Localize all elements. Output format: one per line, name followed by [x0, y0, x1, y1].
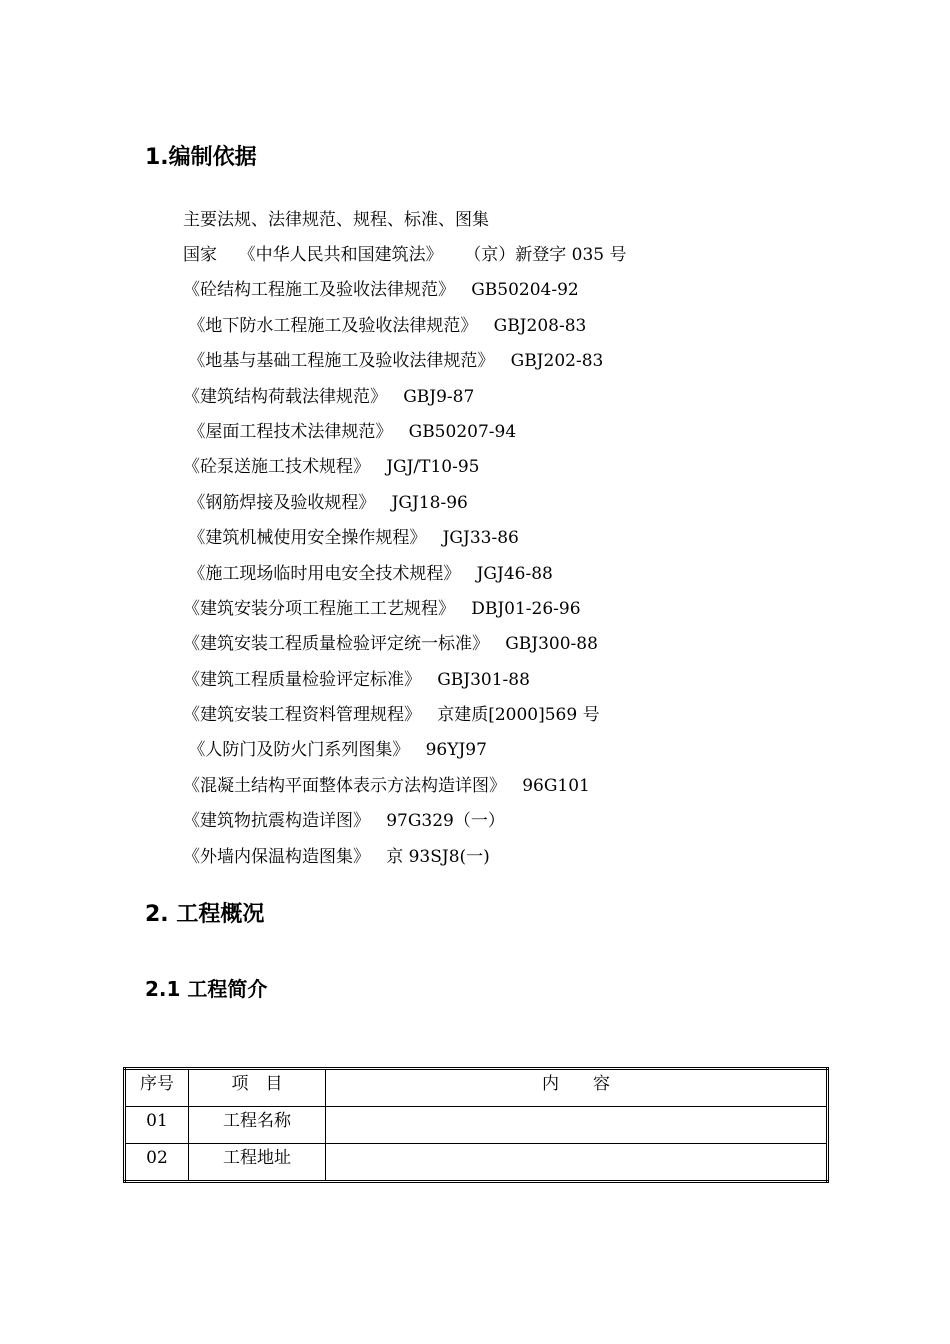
row-index-cell: 01 — [125, 1107, 189, 1144]
regulation-line: 《钢筋焊接及验收规程》 JGJ18-96 — [183, 492, 468, 513]
table-header-row — [125, 1069, 828, 1107]
row-content-cell — [326, 1107, 828, 1144]
table-row — [125, 1107, 828, 1144]
regulation-line: 《混凝土结构平面整体表示方法构造详图》 96G101 — [183, 775, 590, 796]
section-1-heading: 1.编制依据 — [145, 145, 257, 170]
header-cell-item: 项 目 — [189, 1069, 326, 1107]
section-2-1-heading: 2.1 工程简介 — [145, 977, 268, 1001]
regulation-line: 《砼结构工程施工及验收法律规范》 GB50204-92 — [183, 280, 579, 301]
regulation-line: 国家 《中华人民共和国建筑法》 （京）新登字 035 号 — [183, 245, 627, 265]
regulation-line: 《屋面工程技术法律规范》 GB50207-94 — [183, 421, 517, 442]
regulation-line: 《建筑机械使用安全操作规程》 JGJ33-86 — [183, 528, 519, 549]
row-index-cell: 02 — [125, 1144, 189, 1182]
regulation-line: 《人防门及防火门系列图集》 96YJ97 — [183, 740, 487, 761]
regulation-line: 《建筑物抗震构造详图》 97G329（一） — [183, 811, 505, 832]
regulation-line: 《施工现场临时用电安全技术规程》 JGJ46-88 — [183, 563, 553, 584]
regulation-line: 《建筑工程质量检验评定标准》 GBJ301-88 — [183, 669, 530, 690]
header-cell-content: 内 容 — [326, 1069, 828, 1107]
regulation-line: 《砼泵送施工技术规程》 JGJ/T10-95 — [183, 457, 480, 478]
regulation-list — [183, 241, 627, 878]
project-info-table — [123, 1067, 829, 1183]
row-content-cell — [326, 1144, 828, 1182]
table-row — [125, 1144, 828, 1182]
regulation-line: 《建筑结构荷载法律规范》 GBJ9-87 — [183, 386, 475, 407]
row-item-cell: 工程名称 — [189, 1107, 326, 1144]
header-cell-index: 序号 — [125, 1069, 189, 1107]
regulation-line: 《建筑安装工程资料管理规程》 京建质[2000]569 号 — [183, 705, 600, 726]
regulation-line: 《建筑安装分项工程施工工艺规程》 DBJ01-26-96 — [183, 598, 581, 619]
intro-line: 主要法规、法律规范、规程、标准、图集 — [183, 210, 489, 230]
section-2-heading: 2. 工程概况 — [145, 902, 265, 927]
regulation-line: 《地下防水工程施工及验收法律规范》 GBJ208-83 — [183, 315, 587, 336]
regulation-line: 《地基与基础工程施工及验收法律规范》 GBJ202-83 — [183, 351, 604, 372]
row-item-cell: 工程地址 — [189, 1144, 326, 1182]
regulation-line: 《建筑安装工程质量检验评定统一标准》 GBJ300-88 — [183, 634, 598, 655]
regulation-line: 《外墙内保温构造图集》 京 93SJ8(一) — [183, 846, 490, 867]
